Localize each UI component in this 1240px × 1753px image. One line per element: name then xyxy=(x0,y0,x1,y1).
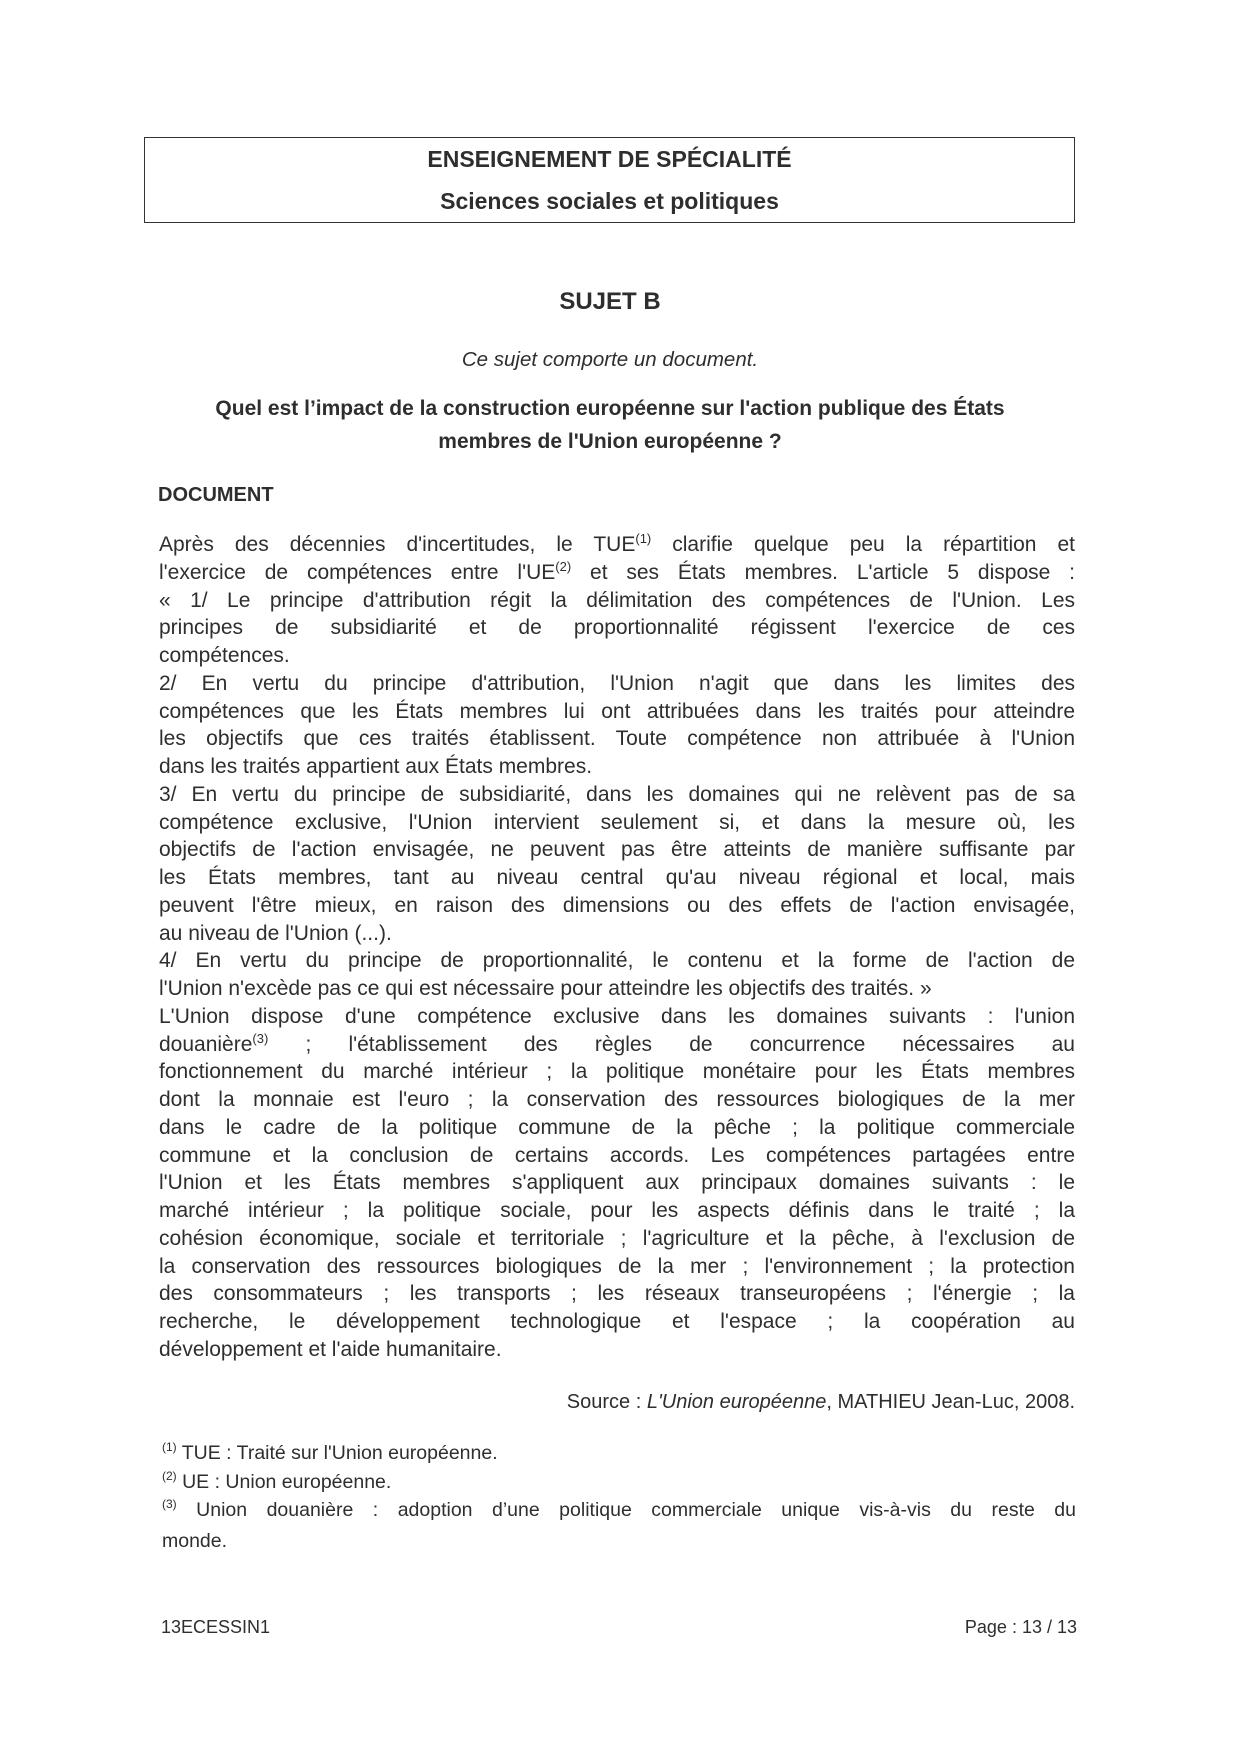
body-line xyxy=(159,781,1075,809)
footnote-mark: (3) xyxy=(162,1497,177,1511)
body-line xyxy=(159,975,1075,1003)
body-line xyxy=(159,836,1075,864)
source-prefix: Source : xyxy=(566,1391,647,1413)
footnote-2 xyxy=(162,1471,1076,1494)
footnote-3 xyxy=(162,1499,1076,1522)
body-text: 3/ En vertu du principe de subsidiarité, dans les domaines qui ne relèvent pas de sa xyxy=(159,782,1075,806)
body-text: L'Union dispose d'une compétence exclusive dans les domaines suivants : l'union xyxy=(159,1004,1075,1028)
body-text: « 1/ Le principe d'attribution régit la délimitation des compétences de l'Union. Les xyxy=(159,588,1075,612)
body-text: peuvent l'être mieux, en raison des dimensions ou des effets de l'action envisagée, xyxy=(159,893,1075,917)
body-line xyxy=(159,864,1075,892)
body-line xyxy=(159,670,1075,698)
document-heading: DOCUMENT xyxy=(158,484,274,506)
body-text: 4/ En vertu du principe de proportionnalité, le contenu et la forme de l'action de xyxy=(159,949,1075,973)
source-suffix: , MATHIEU Jean-Luc, 2008. xyxy=(826,1391,1075,1413)
specialty-title: ENSEIGNEMENT DE SPÉCIALITÉ xyxy=(427,146,792,172)
body-line xyxy=(159,809,1075,837)
body-text: et ses États membres. L'article 5 dispose : xyxy=(571,560,1075,584)
body-text: objectifs de l'action envisagée, ne peuvent pas être atteints de manière suffisante par xyxy=(159,838,1075,862)
body-text: compétence exclusive, l'Union intervient seulement si, et dans la mesure où, les xyxy=(159,810,1075,834)
body-text: dans les traités appartient aux États membres. xyxy=(159,755,593,778)
body-text: recherche, le développement technologique et l'espace ; la coopération au xyxy=(159,1310,1075,1333)
exam-code: 13ECESSIN1 xyxy=(161,1617,271,1637)
body-text: au niveau de l'Union (...). xyxy=(159,921,392,945)
body-line xyxy=(159,614,1075,642)
body-text: les objectifs que ces traités établissent. Toute compétence non attribuée à l'Union xyxy=(159,727,1075,751)
footnote-text: UE : Union européenne. xyxy=(176,1471,392,1493)
source-citation xyxy=(567,1391,1075,1414)
body-line xyxy=(159,1086,1075,1114)
body-text: la conservation des ressources biologiques de la mer ; l'environnement ; la protection xyxy=(159,1254,1075,1278)
body-text: l'Union et les États membres s'appliquent aux principaux domaines suivants : le xyxy=(159,1171,1075,1195)
body-text: des consommateurs ; les transports ; les réseaux transeuropéens ; l'énergie ; la xyxy=(159,1282,1075,1306)
body-text: clarifie quelque peu la répartition et xyxy=(651,533,1075,556)
body-text: l'Union n'excède pas ce qui est nécessaire pour atteindre les objectifs des traités. » xyxy=(159,977,932,1000)
body-text: douanière xyxy=(159,1032,253,1056)
body-line xyxy=(159,1197,1075,1225)
body-line xyxy=(159,725,1075,753)
body-text: cohésion économique, sociale et territoriale ; l'agriculture et la pêche, à l'exclusion de xyxy=(159,1226,1075,1250)
body-line xyxy=(159,1225,1075,1253)
body-text: fonctionnement du marché intérieur ; la politique monétaire pour les États membres xyxy=(159,1060,1075,1084)
body-text: commune et la conclusion de certains accords. Les compétences partagées entre xyxy=(159,1143,1075,1167)
body-line xyxy=(159,1114,1075,1142)
body-text: dans le cadre de la politique commune de la pêche ; la politique commerciale xyxy=(159,1115,1075,1139)
body-text: 2/ En vertu du principe d'attribution, l'Union n'agit que dans les limites des xyxy=(159,671,1075,695)
body-line xyxy=(159,1142,1075,1170)
footnote-reference: (1) xyxy=(635,531,652,546)
body-text: compétences que les États membres lui ont attribuées dans les traités pour atteindre xyxy=(159,699,1075,723)
body-line xyxy=(159,559,1075,587)
body-text: les États membres, tant au niveau central qu'au niveau régional et local, mais xyxy=(159,866,1075,889)
body-line xyxy=(159,1336,1075,1364)
body-text: ; l'établissement des règles de concurrence nécessaires au xyxy=(268,1032,1075,1056)
body-line xyxy=(159,947,1075,975)
header-box xyxy=(144,137,1075,223)
body-line xyxy=(159,1169,1075,1197)
document-body xyxy=(159,531,1075,1364)
body-text: principes de subsidiarité et de proportionnalité régissent l'exercice de ces xyxy=(159,616,1075,640)
source-title: L'Union européenne xyxy=(646,1391,827,1413)
body-line xyxy=(159,587,1075,615)
body-line xyxy=(159,642,1075,670)
body-line xyxy=(159,1003,1075,1031)
body-text: l'exercice de compétences entre l'UE xyxy=(159,560,556,584)
footnote-reference: (2) xyxy=(555,558,572,574)
body-text: développement et l'aide humanitaire. xyxy=(159,1337,502,1361)
body-line xyxy=(159,753,1075,781)
subject-heading: SUJET B xyxy=(559,288,661,315)
body-line xyxy=(159,531,1075,559)
body-text: marché intérieur ; la politique sociale, pour les aspects définis dans le traité ; la xyxy=(159,1199,1075,1222)
intro-text: Ce sujet comporte un document. xyxy=(461,348,759,371)
body-line xyxy=(159,1253,1075,1281)
body-line xyxy=(159,920,1075,948)
body-text: compétences. xyxy=(159,644,290,667)
question-line-2: membres de l'Union européenne ? xyxy=(438,430,782,453)
body-line xyxy=(159,892,1075,920)
body-text: Après des décennies d'incertitudes, le TUE xyxy=(159,533,636,556)
footnote-text: Union douanière : adoption d’une politique commerciale unique vis-à-vis du reste du xyxy=(176,1499,1076,1521)
body-line xyxy=(159,1280,1075,1308)
footnote-mark: (1) xyxy=(162,1440,177,1454)
body-line xyxy=(159,698,1075,726)
footnote-reference: (3) xyxy=(252,1030,269,1046)
footnote-3-continuation: monde. xyxy=(162,1530,228,1552)
question-line-1: Quel est l’impact de la construction européenne sur l'action publique des États xyxy=(215,397,1005,420)
body-text: dont la monnaie est l'euro ; la conservation des ressources biologiques de la mer xyxy=(159,1088,1075,1111)
footnote-text: TUE : Traité sur l'Union européenne. xyxy=(176,1442,498,1464)
body-line xyxy=(159,1058,1075,1086)
footnote-1 xyxy=(162,1442,1076,1465)
page-number: Page : 13 / 13 xyxy=(964,1617,1077,1637)
subject-name: Sciences sociales et politiques xyxy=(440,188,779,214)
footnote-mark: (2) xyxy=(162,1469,177,1483)
body-line xyxy=(159,1031,1075,1059)
body-line xyxy=(159,1308,1075,1336)
